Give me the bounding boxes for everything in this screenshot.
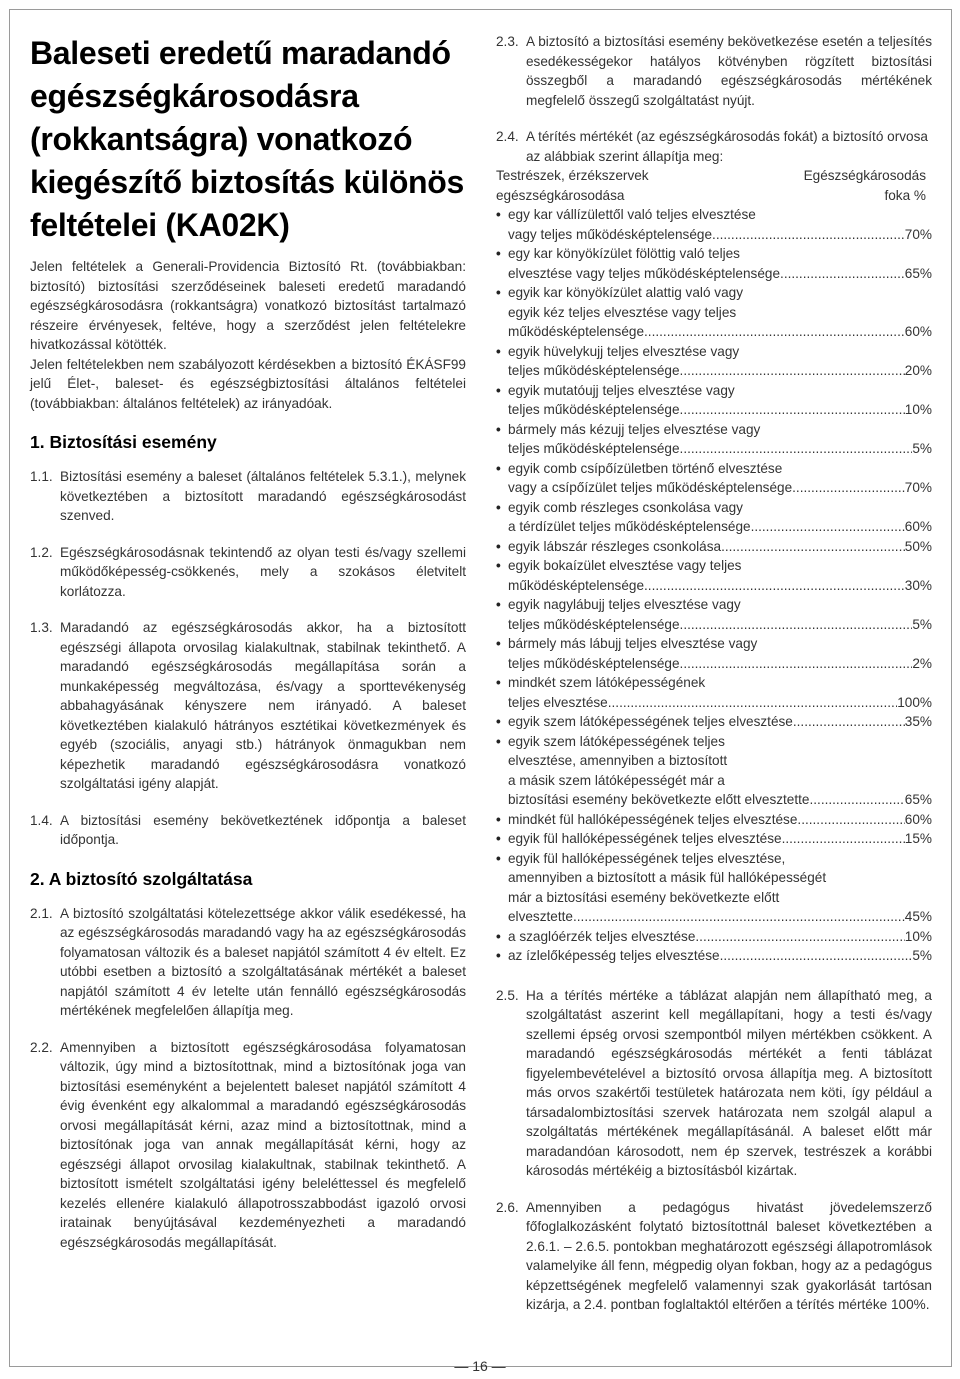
rate-item-line: • egyik comb részleges csonkolása vagy — [508, 499, 743, 515]
disability-table — [496, 166, 932, 966]
rate-item-value-line — [508, 907, 932, 927]
rate-item — [496, 244, 932, 283]
rate-item-line: • egyik fül hallóképességének teljes elvesztése, — [508, 850, 786, 866]
clause-2-4 — [496, 127, 932, 166]
rate-item-value-line — [508, 576, 932, 596]
rate-item — [496, 946, 932, 966]
clause-number: 2.2. — [30, 1039, 53, 1055]
rate-item-line: • egyik kar könyökízület alattig való vagy — [508, 285, 743, 300]
rate-item — [496, 732, 932, 810]
rate-item-line: • egyik mutatóujj teljes elvesztése vagy — [508, 382, 735, 398]
rate-percent: 45% — [904, 909, 932, 924]
dot-leader — [780, 264, 905, 284]
dot-leader — [712, 225, 905, 245]
clause-number: 2.3. — [496, 34, 519, 49]
rate-item-line: • egyik bokaízület elvesztése vagy teljes — [508, 558, 742, 573]
table-header-row-2 — [496, 186, 932, 206]
rate-item-label: teljes működésképtelensége — [508, 655, 680, 671]
rate-item-line: • bármely más lábujj teljes elvesztése vagy — [508, 636, 758, 651]
intro-paragraph-1: Jelen feltételek a Generali-Providencia Biztosító Rt. (továbbiakban: biztosító) biztosítási szerződéseinek baleseti eredetű maradandó egészségkárosodásra (rokkantságra) vonatkozó biztosítást tartalmazó részeire érvényesek, feltéve, hogy a szerződést jelen feltételekre hivatkozással kötötték. — [30, 259, 466, 352]
rate-item-value-line — [508, 810, 932, 830]
rate-percent: 65% — [904, 792, 932, 807]
rate-item-value-line — [508, 400, 932, 420]
rate-item-line: • egyik nagylábujj teljes elvesztése vagy — [508, 597, 741, 612]
rate-percent: 60% — [904, 324, 932, 339]
rate-item — [496, 712, 932, 732]
rate-item-label: vagy teljes működésképtelensége — [508, 226, 713, 242]
dot-leader — [680, 400, 905, 420]
rate-percent: 10% — [904, 928, 932, 944]
rate-item-line: • egyik szem látóképességének teljes — [508, 733, 725, 749]
rate-percent: 20% — [904, 363, 932, 378]
rate-item-value-line — [508, 829, 932, 849]
rate-percent: 5% — [912, 948, 932, 963]
rate-item — [496, 595, 932, 634]
rate-item-label: teljes működésképtelensége — [508, 402, 680, 417]
rate-item — [496, 849, 932, 927]
table-header-row-1 — [496, 166, 932, 186]
dot-leader — [680, 439, 913, 459]
dot-leader — [680, 615, 913, 635]
clause-number: 1.3. — [30, 620, 53, 635]
rate-item-label: • mindkét fül hallóképességének teljes elvesztése — [508, 811, 798, 827]
rate-percent: 10% — [904, 402, 932, 417]
dot-leader — [792, 478, 905, 498]
rate-item-label: működésképtelensége — [508, 577, 645, 593]
clause-text: Amennyiben a biztosított egészségkárosodása folyamatosan változik, úgy mind a biztosítottnak, mind a biztosítónak joga van biztosítási eseményként a bejelentett baleset napjától számított 4 évig évenként egy alkalommal a maradandó egészségkárosodás orvosi megállapítását kérni, azaz mind a biztosítottnak, mind a biztosítónak joga van annak megállapítását kérni, hogy az egészségi állapot orvosilag kialakultnak, stabilnak tekinthető. A biztosított ismételt szolgáltatási igény beleléttessel és megfelelő kezelés ellenére kialakuló állapotrosszabbodást igazoló orvosi iratainak benyújtásával kezdeményezheti a maradandó egészségkárosodás megállapítását. — [60, 1039, 466, 1250]
rate-item-line: elvesztése, amennyiben a biztosított — [508, 753, 728, 768]
dot-leader — [720, 946, 913, 966]
rate-item — [496, 283, 932, 342]
rate-item-line: a másik szem látóképességét már a — [508, 772, 725, 788]
rate-item-line: amennyiben a biztosított a másik fül hallóképességét — [508, 870, 827, 885]
rate-percent: 50% — [904, 538, 932, 554]
dot-leader — [680, 654, 913, 674]
document-title: Baleseti eredetű maradandó egészségkárosodásra (rokkantságra) vonatkozó kiegészítő biztosítás különös feltételei (KA02K) — [30, 35, 465, 243]
rate-item-value-line — [508, 927, 932, 947]
dot-leader — [608, 693, 897, 713]
rate-item-value-line — [508, 790, 932, 810]
rate-item-value-line — [508, 712, 932, 732]
table-header-body-parts-2: egészségkárosodása — [496, 187, 625, 203]
rate-percent: 15% — [904, 831, 932, 846]
clause-text: Egészségkárosodásnak tekintendő az olyan testi és/vagy szellemi működőképesség-csökkenés, mely a szokásos életvitelt korlátozza. — [60, 544, 466, 599]
rate-item-value-line — [508, 946, 932, 966]
rate-item — [496, 205, 932, 244]
dot-leader — [695, 927, 904, 947]
rate-item-line: • egy kar könyökízület fölöttig való teljes — [508, 246, 740, 261]
page-number: — 16 — — [454, 1358, 506, 1374]
rate-item-value-line — [508, 361, 932, 381]
clause-1-3 — [30, 618, 466, 794]
left-column — [30, 32, 466, 1269]
dot-leader — [751, 517, 905, 537]
rate-percent: 70% — [904, 226, 932, 242]
clause-number: 1.1. — [30, 469, 53, 484]
rate-item-label: a térdízület teljes működésképtelensége — [508, 519, 751, 534]
clause-number: 1.2. — [30, 544, 53, 560]
rate-item-label: teljes működésképtelensége — [508, 616, 680, 632]
rate-item-label: • egyik fül hallóképességének teljes elvesztése — [508, 831, 782, 846]
clause-1-2 — [30, 543, 466, 602]
dot-leader — [644, 322, 905, 342]
rate-percent: 2% — [912, 655, 932, 671]
clause-text: Maradandó az egészségkárosodás akkor, ha a biztosított egészségi állapota orvosilag kialakultnak, stabilnak tekinthető. A maradandó egészségkárosodás megállapítása során a munkaképesség megváltozása, és/vagy a sporttevékenység abbahagyásának kényszere nem irányadó. A baleset következtében kialakuló hátrányos esztétikai következmények és egyéb (szociális, anyagi stb.) hátrányok önmagukban nem képezhetik maradandó egészségkárosodásra vonatkozó szolgáltatási igény alapját. — [60, 620, 466, 791]
rate-item-value-line — [508, 264, 932, 284]
rate-item-value-line — [508, 517, 932, 537]
rate-item-label: vagy a csípőízület teljes működésképtelensége — [508, 480, 793, 495]
rate-item-value-line — [508, 615, 932, 635]
clause-2-2 — [30, 1038, 466, 1253]
intro-paragraph-2: Jelen feltételekben nem szabályozott kérdésekben a biztosító ÉKÁSF99 jelű Élet-, baleset- és egészségbiztosítási általános feltételei (továbbiakban: általános feltételek) az irányadóak. — [30, 356, 466, 411]
rate-percent: 30% — [904, 577, 932, 593]
rate-item-label: elvesztése vagy teljes működésképtelensége — [508, 265, 781, 281]
dot-leader — [644, 576, 905, 596]
dot-leader — [810, 790, 905, 810]
table-header-body-parts: Testrészek, érzékszervek — [496, 168, 649, 183]
rate-item-value-line — [508, 537, 932, 557]
clause-number: 2.1. — [30, 905, 53, 921]
rate-item-line: már a biztosítási esemény bekövetkezte előtt — [508, 889, 780, 905]
rate-item — [496, 381, 932, 420]
clause-1-1 — [30, 467, 466, 526]
clause-2-4-body — [526, 127, 932, 166]
rate-item-value-line — [508, 654, 932, 674]
rate-item — [496, 927, 932, 947]
disability-rate-list — [496, 205, 932, 966]
rate-item-line: • bármely más kézujj teljes elvesztése vagy — [508, 421, 761, 437]
rate-item — [496, 537, 932, 557]
rate-item-label: • egyik lábszár részleges csonkolása — [508, 538, 722, 554]
dot-leader — [782, 829, 905, 849]
clause-number: 2.5. — [496, 987, 519, 1003]
rate-item-value-line — [508, 322, 932, 342]
rate-item-line: • egyik hüvelykujj teljes elvesztése vagy — [508, 343, 740, 359]
dot-leader — [793, 712, 905, 732]
rate-item-label: • az ízlelőképesség teljes elvesztése — [508, 948, 720, 963]
dot-leader — [680, 361, 905, 381]
dot-leader — [721, 537, 905, 557]
rate-item — [496, 498, 932, 537]
rate-item-label: elvesztette — [508, 909, 573, 924]
clause-text: Biztosítási esemény a baleset (általános feltételek 5.3.1.), melynek következtében a biztosított maradandó egészségkárosodást szenved. — [60, 469, 466, 523]
rate-item-value-line — [508, 693, 932, 713]
clause-2-1 — [30, 904, 466, 1021]
rate-item-line: egyik kéz teljes elvesztése vagy teljes — [508, 304, 737, 320]
rate-item-label: biztosítási esemény bekövetkezte előtt elvesztette — [508, 792, 810, 807]
right-column — [496, 32, 932, 1332]
rate-percent: 5% — [912, 441, 932, 456]
rate-item-line: • mindkét szem látóképességének — [508, 675, 706, 690]
clause-number: 2.4. — [496, 129, 519, 144]
clause-text: Amennyiben a pedagógus hivatást jövedelemszerző főfoglalkozásként folytató biztosítottnál baleset következtében a 2.6.1. – 2.6.5. pontokban meghatározott egészségi állapotromlások valamelyike áll fenn, mégpedig olyan fokban, hogy az a pedagógus képzettségének megfelelő valamennyi szak gyakorlását tartósan kizárja, a 2.4. pontban foglaltaktól eltérően a térítés mértéke 100%. — [526, 1199, 932, 1312]
rate-item-value-line — [508, 225, 932, 245]
clause-2-5 — [496, 986, 932, 1181]
clause-text: Ha a térítés mértéke a táblázat alapján nem állapítható meg, a szolgáltatást aszerint kell megállapítani, hogy a testi és/vagy szellemi épség orvosi szempontból milyen mértékben csökkent. A maradandó egészségkárosodás mértékét a fenti táblázat figyelembevételével a biztosító orvosa állapítja meg. A biztosított más orvos szakértői testületek határozata nem köti, így például a társadalombiztosítási szervek határozata nem szolgál alapul a szolgáltatás mértékének megállapításánál. A baleset előtt már maradandóan károsodott, nem ép szervek, testrészek a korábbi károsodás mértékéig a biztosításból kizártak. — [526, 987, 932, 1178]
rate-item-value-line — [508, 439, 932, 459]
clause-2-6 — [496, 1198, 932, 1315]
rate-percent: 60% — [904, 519, 932, 534]
rate-item-label: teljes működésképtelensége — [508, 363, 680, 378]
clause-text: A biztosító szolgáltatási kötelezettsége akkor válik esedékessé, ha az egészségkárosodás maradandó vagy ha az egészségkárosodás folyamatosan változik és a baleset napjától számított 4 év eltelt. Ez utóbbi esetben a biztosító a szolgáltatásának mértékét a baleset napjától számított 4 év letelte után fennálló egészségkárosodás mértékének megfelelően állapítja meg. — [60, 905, 466, 1018]
rate-item-value-line — [508, 478, 932, 498]
section-2-heading: 2. A biztosító szolgáltatása — [30, 868, 253, 889]
rate-item — [496, 556, 932, 595]
clause-number: 2.6. — [496, 1199, 519, 1215]
rate-percent: 70% — [904, 480, 932, 495]
dot-leader — [573, 907, 905, 927]
rate-item-label: • a szaglóérzék teljes elvesztése — [508, 928, 696, 944]
rate-item-line: • egyik comb csípőízületben történő elvesztése — [508, 460, 783, 476]
rate-item-label: működésképtelensége — [508, 324, 645, 339]
rate-item — [496, 420, 932, 459]
rate-percent: 35% — [904, 714, 932, 729]
clause-text: A biztosítási esemény bekövetkeztének időpontja a baleset időpontja. — [60, 812, 466, 847]
clause-2-3 — [496, 32, 932, 110]
rate-item-line: • egy kar vállízülettől való teljes elvesztése — [508, 207, 756, 222]
rate-item — [496, 829, 932, 849]
rate-item-label: teljes működésképtelensége — [508, 441, 680, 456]
clause-1-4 — [30, 811, 466, 850]
dot-leader — [797, 810, 904, 830]
rate-item — [496, 673, 932, 712]
section-1-heading: 1. Biztosítási esemény — [30, 432, 217, 452]
rate-item-label: • egyik szem látóképességének teljes elvesztése — [508, 714, 793, 729]
rate-item — [496, 459, 932, 498]
rate-item — [496, 810, 932, 830]
rate-percent: 5% — [912, 616, 932, 632]
rate-item-label: teljes elvesztése — [508, 694, 608, 710]
rate-item — [496, 634, 932, 673]
clause-text: A biztosító a biztosítási esemény bekövetkezése esetén a teljesítés esedékességekor hatályos kötvényben rögzített biztosítási összegből a maradandó egészségkárosodás mértékének megfelelő összegű szolgáltatást nyújt. — [526, 34, 932, 108]
table-header-percent: foka % — [884, 187, 926, 203]
clause-text: A térítés mértékét (az egészségkárosodás fokát) a biztosító orvosa az alábbiak szerint állapítja meg: — [526, 129, 928, 164]
clause-number: 1.4. — [30, 812, 53, 828]
rate-percent: 65% — [904, 265, 932, 281]
rate-item — [496, 342, 932, 381]
rate-percent: 100% — [897, 694, 932, 710]
table-header-damage: Egészségkárosodás — [803, 168, 926, 183]
rate-percent: 60% — [904, 811, 932, 827]
